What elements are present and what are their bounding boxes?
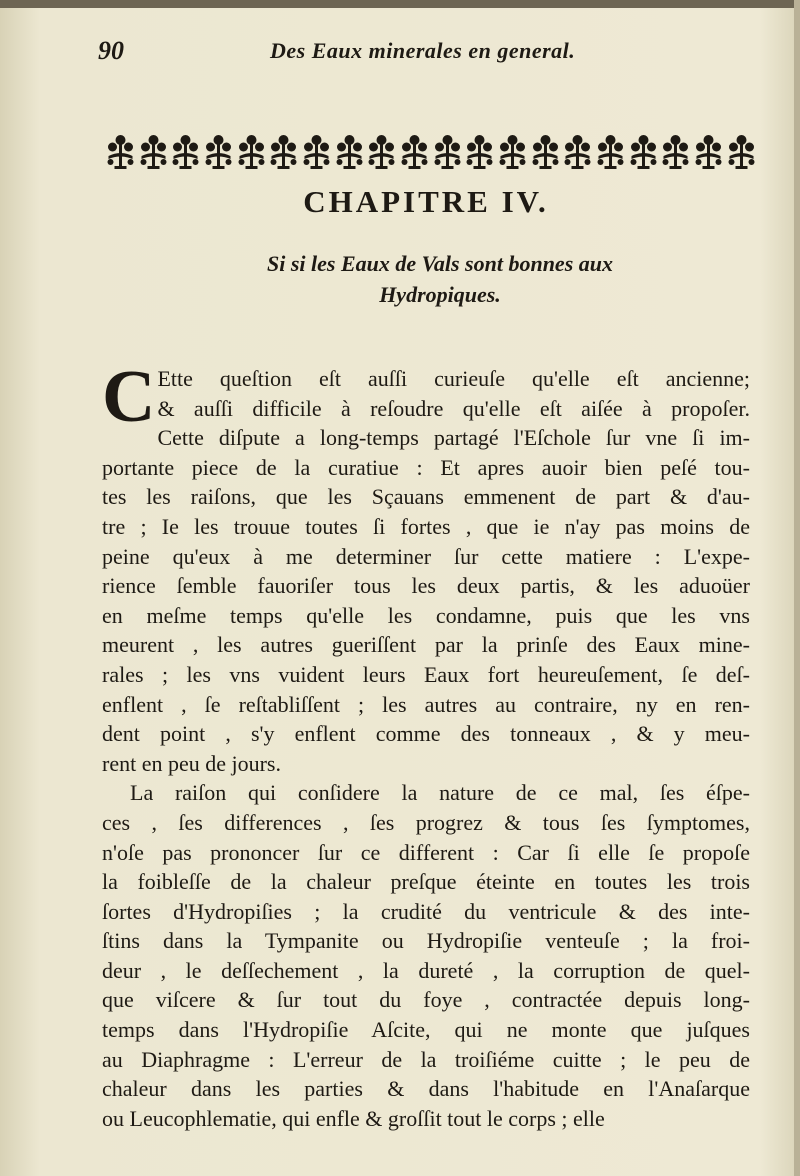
fleur-fleuron-icon xyxy=(497,132,528,172)
fleur-fleuron-icon xyxy=(464,132,495,172)
text-line: peine qu'eux à me determiner ſur cette matiere : L'expe- xyxy=(102,543,750,569)
fleur-fleuron-icon xyxy=(268,132,299,172)
fleur-fleuron-icon xyxy=(170,132,201,172)
fleur-fleuron-icon xyxy=(366,132,397,172)
paragraph xyxy=(102,778,750,1133)
text-line: tre ; Ie les trouue toutes ſi fortes , que ie n'ay pas moins de xyxy=(102,513,750,539)
text-line: la foibleſſe de la chaleur preſque éteinte en toutes les trois xyxy=(102,869,750,895)
fleur-fleuron-icon xyxy=(432,132,463,172)
text-line: rience ſemble fauoriſer tous les deux partis, & les aduoüer xyxy=(102,573,750,599)
body-text xyxy=(102,356,750,1133)
page-right-edge xyxy=(794,0,800,1176)
text-line: & auſſi difficile à reſoudre qu'elle eſt aiſée à propoſer. xyxy=(157,395,750,421)
fleur-fleuron-icon xyxy=(105,132,136,172)
text-line: au Diaphragme : L'erreur de la troiſiéme cuitte ; le peu de xyxy=(102,1046,750,1072)
text-line: tes les raiſons, que les Sçauans emmenent de part & d'au- xyxy=(102,484,750,510)
running-title: Des Eaux minerales en general. xyxy=(270,38,576,63)
text-line: que viſcere & ſur tout du foye , contractée depuis long- xyxy=(102,987,750,1013)
paragraph xyxy=(102,356,750,778)
text-line: meurent , les autres gueriſſent par la prinſe des Eaux mine- xyxy=(102,632,750,658)
fleur-fleuron-icon xyxy=(399,132,430,172)
text-line: La raiſon qui conſidere la nature de ce mal, ſes éſpe- xyxy=(130,780,750,806)
text-line: Cette diſpute a long-temps partagé l'Eſchole ſur vne ſi im- xyxy=(157,425,750,451)
chapter-title: CHAPITRE IV. xyxy=(303,184,549,219)
text-line: ou Leucophlematie, qui enfle & groſſit tout le corps ; elle xyxy=(102,1105,605,1131)
text-line: dent point , s'y enflent comme des tonneaux , & y meu- xyxy=(102,721,750,747)
text-line: enflent , ſe reſtabliſſent ; les autres au contraire, ny en ren- xyxy=(102,691,750,717)
page-number: 90 xyxy=(98,36,124,65)
fleur-fleuron-icon xyxy=(334,132,365,172)
fleuron-ornament-band xyxy=(105,130,757,174)
page-top-edge xyxy=(0,0,800,8)
chapter-subtitle-line-2: Hydropiques. xyxy=(379,282,501,307)
drop-cap: C xyxy=(102,356,156,438)
text-line: Ette queſtion eſt auſſi curieuſe qu'elle eſt ancienne; xyxy=(157,366,750,391)
text-line: deur , le deſſechement , la dureté , la corruption de quel- xyxy=(102,957,750,983)
text-line: portante piece de la curatiue : Et apres auoir bien peſé tou- xyxy=(102,454,750,480)
chapter-subtitle-line-1: Si si les Eaux de Vals sont bonnes aux xyxy=(267,251,613,276)
fleur-fleuron-icon xyxy=(138,132,169,172)
fleur-fleuron-icon xyxy=(628,132,659,172)
text-line: ſortes d'Hydropiſies ; la crudité du ventricule & des inte- xyxy=(102,898,750,924)
text-line: en meſme temps qu'elle les condamne, puis que les vns xyxy=(102,602,750,628)
fleur-fleuron-icon xyxy=(530,132,561,172)
chapter-subtitle xyxy=(120,248,760,310)
fleur-fleuron-icon xyxy=(726,132,757,172)
fleur-fleuron-icon xyxy=(203,132,234,172)
running-head xyxy=(98,36,778,72)
text-line: temps dans l'Hydropiſie Aſcite, qui ne monte que juſques xyxy=(102,1017,750,1043)
text-line: ſtins dans la Tympanite ou Hydropiſie venteuſe ; la froi- xyxy=(102,928,750,954)
text-line: chaleur dans les parties & dans l'habitude en l'Anaſarque xyxy=(102,1076,750,1102)
fleur-fleuron-icon xyxy=(595,132,626,172)
fleur-fleuron-icon xyxy=(236,132,267,172)
fleur-fleuron-icon xyxy=(301,132,332,172)
text-line: rales ; les vns vuident leurs Eaux fort heureuſement, ſe deſ- xyxy=(102,661,750,687)
text-line: ces , ſes differences , ſes progrez & tous ſes ſymptomes, xyxy=(102,809,750,835)
fleur-fleuron-icon xyxy=(693,132,724,172)
text-line: rent en peu de jours. xyxy=(102,750,281,776)
text-line: n'oſe pas prononcer ſur ce different : Car ſi elle ſe propoſe xyxy=(102,839,750,865)
fleur-fleuron-icon xyxy=(660,132,691,172)
fleur-fleuron-icon xyxy=(562,132,593,172)
